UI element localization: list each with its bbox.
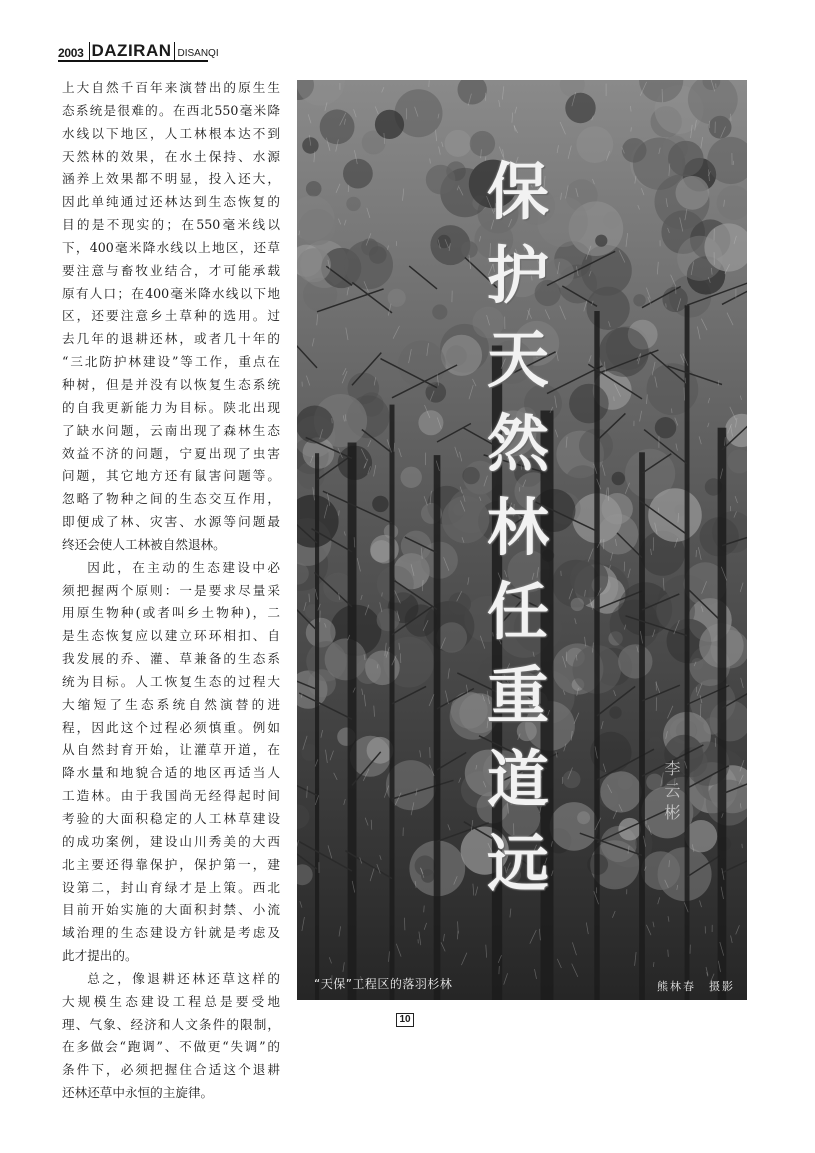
article-line: 目的是不现实的；在550毫米线以 xyxy=(62,217,280,233)
tree-trunk xyxy=(718,428,727,1000)
article-line: 条件下，必须把握住合适这个退耕 xyxy=(62,1062,280,1078)
article-line: 此才提出的。 xyxy=(62,948,138,964)
headline-vertical xyxy=(478,150,558,906)
needle xyxy=(715,738,716,747)
page-number: 10 xyxy=(396,1013,414,1027)
article-line: 忽略了物种之间的生态交互作用， xyxy=(62,491,280,507)
foliage xyxy=(375,110,404,139)
foliage xyxy=(446,345,467,366)
tree-trunk xyxy=(348,443,357,1001)
article-line: 从自然封育开始，让灌草开道，在 xyxy=(62,742,280,758)
foliage xyxy=(569,384,609,424)
article-line: 种树，但是并没有以恢复生态系统 xyxy=(62,376,280,392)
article-line: 下，400毫米降水线以上地区，还草 xyxy=(62,239,280,255)
foliage xyxy=(299,209,336,246)
needle xyxy=(668,950,669,957)
foliage xyxy=(570,559,608,597)
article-line: 水线以下地区，人工林根本达不到 xyxy=(62,125,280,141)
headline-char: 保 xyxy=(486,155,549,228)
article-line: 降水量和地貌合适的地区再适当人 xyxy=(62,765,280,781)
foliage xyxy=(343,159,373,189)
header-year: 2003 xyxy=(58,46,84,60)
foliage xyxy=(401,531,432,562)
photo-credit: 熊林春 摄影 xyxy=(657,980,735,993)
article-line: 要注意与畜牧业结合，才可能承载 xyxy=(62,262,280,278)
foliage xyxy=(426,165,456,195)
foliage xyxy=(344,240,393,289)
article-line: 在多做会“跑调”、不做更“失调”的 xyxy=(62,1039,280,1055)
article-line: 原有人口；在400毫米降水线以下地 xyxy=(62,285,280,301)
foliage xyxy=(668,141,704,177)
headline-char: 然 xyxy=(486,407,549,480)
foliage xyxy=(662,287,687,312)
article-line: 天然林的效果，在水土保持、水源 xyxy=(62,148,280,164)
article-line: 因此单纯通过还林达到生态恢复的 xyxy=(62,194,280,210)
foliage xyxy=(612,472,625,485)
article-line: 程，因此这个过程必须慎重。例如 xyxy=(62,719,280,735)
foliage xyxy=(377,609,400,632)
article-line: “三北防护林建设”等工作，重点在 xyxy=(62,354,280,370)
foliage xyxy=(432,304,447,319)
header-issue: DISANQI xyxy=(177,48,219,59)
header-divider xyxy=(89,42,90,60)
photo-caption: “天保”工程区的落羽杉林 xyxy=(314,977,453,991)
article-line: 终还会使人工林被自然退林。 xyxy=(62,536,226,552)
foliage xyxy=(306,181,322,197)
headline-char: 任 xyxy=(486,575,549,648)
article-line: 因此，在主动的生态建设中必 xyxy=(87,559,280,575)
article-line: 去几年的退耕还林，或者几十年的 xyxy=(62,331,280,347)
headline-char: 护 xyxy=(486,239,549,312)
article-line: 区，还要注意乡土草种的选用。过 xyxy=(62,308,280,324)
article-line: 大规模生态建设工程总是要受地 xyxy=(62,993,280,1009)
foliage xyxy=(398,341,446,389)
foliage xyxy=(346,197,360,211)
article-line: 即便成了林、灾害、水源等问题最 xyxy=(62,514,280,530)
article-line: 涵养上效果都不明显，投入还大， xyxy=(62,171,280,187)
article-line: 工造林。由于我国尚无经得起时间 xyxy=(62,788,280,804)
foliage xyxy=(685,820,717,852)
article-line: 北主要还得靠保护，保护第一，建 xyxy=(62,856,280,872)
article-line: 了缺水问题，云南出现了森林生态 xyxy=(62,422,280,438)
needle xyxy=(320,611,321,623)
foliage xyxy=(648,488,702,542)
calligraphy-signature: 李云彬 xyxy=(662,760,681,826)
article-line: 的成功案例，建设山川秀美的大西 xyxy=(62,833,280,849)
running-header xyxy=(58,38,219,60)
foliage xyxy=(370,535,399,564)
foliage xyxy=(648,736,662,750)
article-line: 总之，像退耕还林还草这样的 xyxy=(87,970,280,986)
foliage xyxy=(595,235,607,247)
needle xyxy=(424,906,425,913)
article-line: 设第二，封山育绿才是上策。西北 xyxy=(62,879,280,895)
headline-char: 重 xyxy=(486,659,549,732)
foliage xyxy=(320,109,355,144)
article-line: 问题，其它地方还有鼠害问题等。 xyxy=(62,468,280,484)
header-rule xyxy=(58,60,208,62)
foliage xyxy=(445,130,472,157)
article-line: 须把握两个原则：一是要求尽量采 xyxy=(62,582,280,598)
foliage xyxy=(367,737,394,764)
foliage xyxy=(622,138,647,163)
foliage xyxy=(297,248,331,282)
needle xyxy=(653,537,654,550)
foliage xyxy=(676,176,710,210)
foliage xyxy=(365,651,400,686)
article-body xyxy=(62,77,280,1105)
article-line: 还林还草中永恒的主旋律。 xyxy=(62,1085,214,1101)
foliage xyxy=(401,467,422,488)
article-line: 理、气象、经济和人文条件的限制， xyxy=(62,1016,280,1032)
article-line: 大缩短了生态系统自然演替的进 xyxy=(62,696,280,712)
article-line: 是生态恢复应以建立环环相扣、自 xyxy=(62,628,280,644)
foliage xyxy=(618,644,652,678)
foliage xyxy=(563,771,581,789)
needle xyxy=(656,697,657,711)
foliage xyxy=(388,289,406,307)
foliage xyxy=(633,294,645,306)
header-magazine-name: DAZIRAN xyxy=(91,41,172,60)
needle xyxy=(666,303,667,307)
foliage xyxy=(641,851,680,890)
foliage xyxy=(369,246,387,264)
foliage xyxy=(571,598,584,611)
foliage xyxy=(600,771,641,812)
article-line: 统为目标。人工恢复生态的过程大 xyxy=(62,673,280,689)
tree-trunk xyxy=(685,305,690,1000)
foliage xyxy=(655,417,676,438)
foliage xyxy=(565,93,595,123)
needle xyxy=(614,397,615,402)
article-line: 我发展的乔、灌、草兼备的生态系 xyxy=(62,651,280,667)
header-divider-2 xyxy=(174,42,175,60)
article-line: 考验的大面积稳定的人工林草建设 xyxy=(62,811,280,826)
foliage xyxy=(609,706,621,718)
headline-char: 远 xyxy=(486,827,549,900)
foliage xyxy=(618,818,641,841)
tree-trunk xyxy=(315,453,319,1000)
headline-char: 天 xyxy=(486,323,549,396)
tree-trunk xyxy=(639,452,645,1000)
foliage xyxy=(302,137,318,153)
article-line: 态系统是很难的。在西北550毫米降 xyxy=(62,102,280,118)
headline-char: 林 xyxy=(486,491,549,564)
needle xyxy=(624,562,625,572)
foliage xyxy=(377,566,414,603)
tree-trunk xyxy=(434,455,441,1000)
foliage xyxy=(691,658,703,670)
tree-trunk xyxy=(594,311,599,1000)
article-line: 用原生物种(或者叫乡土物种)，二 xyxy=(62,605,280,621)
foliage xyxy=(418,410,443,435)
foliage xyxy=(297,406,334,444)
article-line: 上大自然千百年来演替出的原生生 xyxy=(62,80,280,95)
needle xyxy=(696,550,697,557)
foliage xyxy=(372,496,388,512)
foliage xyxy=(415,855,436,876)
needle xyxy=(672,409,673,413)
article-line: 效益不济的问题，宁夏出现了虫害 xyxy=(62,445,280,461)
headline-char: 道 xyxy=(486,743,549,816)
article-line: 域治理的生态建设方针就是考虑及 xyxy=(62,925,280,941)
foliage xyxy=(405,604,437,636)
article-line: 的自我更新能力为目标。陕北出现 xyxy=(62,399,280,415)
article-line: 目前开始实施的大面积封禁、小流 xyxy=(62,902,280,918)
